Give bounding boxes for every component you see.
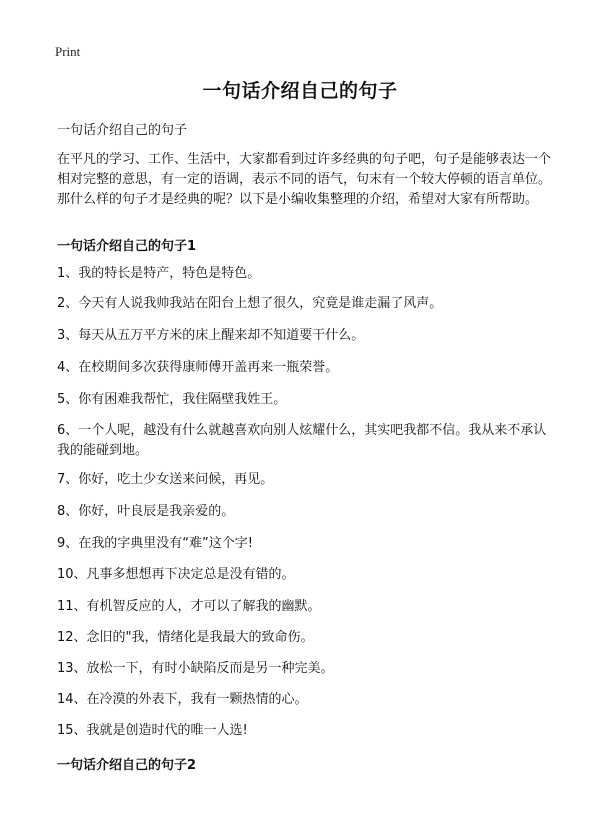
list-item: 7、你好，吃土少女送来问候，再见。 — [57, 472, 274, 487]
list-item: 14、在冷漠的外表下，我有一颗热情的心。 — [57, 692, 308, 707]
list-item: 11、有机智反应的人，才可以了解我的幽默。 — [57, 599, 321, 614]
list-item: 6、一个人呢，越没有什么就越喜欢向别人炫耀什么，其实吧我都不信。我从来不承认我的能碰到地。 — [57, 423, 547, 458]
list-item: 3、每天从五万平方米的床上醒来却不知道要干什么。 — [57, 328, 365, 343]
page-title: 一句话介绍自己的句子 — [202, 80, 398, 102]
list-item: 4、在校期间多次获得康师傅开盖再来一瓶荣誉。 — [57, 360, 339, 375]
list-item: 8、你好，叶良辰是我亲爱的。 — [57, 504, 235, 519]
list-item: 10、凡事多想想再下决定总是没有错的。 — [57, 567, 295, 582]
intro-paragraph: 在平凡的学习、工作、生活中，大家都看到过许多经典的句子吧，句子是能够表达一个相对完整的意思，有一定的语调，表示不同的语气，句末有一个较大停顿的语言单位。那什么样的句子才是经典的呢？以下是小编收集整理的介绍，希望对大家有所帮助。 — [57, 152, 552, 207]
list-item: 1、我的特长是特产，特色是特色。 — [57, 266, 261, 281]
list-item: 15、我就是创造时代的唯一人选! — [57, 723, 248, 738]
list-item: 13、放松一下，有时小缺陷反而是另一种完美。 — [57, 661, 334, 676]
section-heading-2: 一句话介绍自己的句子2 — [57, 758, 197, 773]
section-heading-1: 一句话介绍自己的句子1 — [57, 239, 197, 254]
list-item: 2、今天有人说我帅我站在阳台上想了很久，究竟是谁走漏了风声。 — [57, 296, 443, 311]
print-link[interactable]: Print — [55, 44, 81, 59]
list-item: 5、你有困难我帮忙，我住隔壁我姓王。 — [57, 392, 287, 407]
list-item: 9、在我的字典里没有“难”这个字! — [57, 536, 253, 551]
subtitle: 一句话介绍自己的句子 — [57, 123, 188, 138]
list-item: 12、念旧的"我，情绪化是我最大的致命伤。 — [57, 630, 314, 645]
